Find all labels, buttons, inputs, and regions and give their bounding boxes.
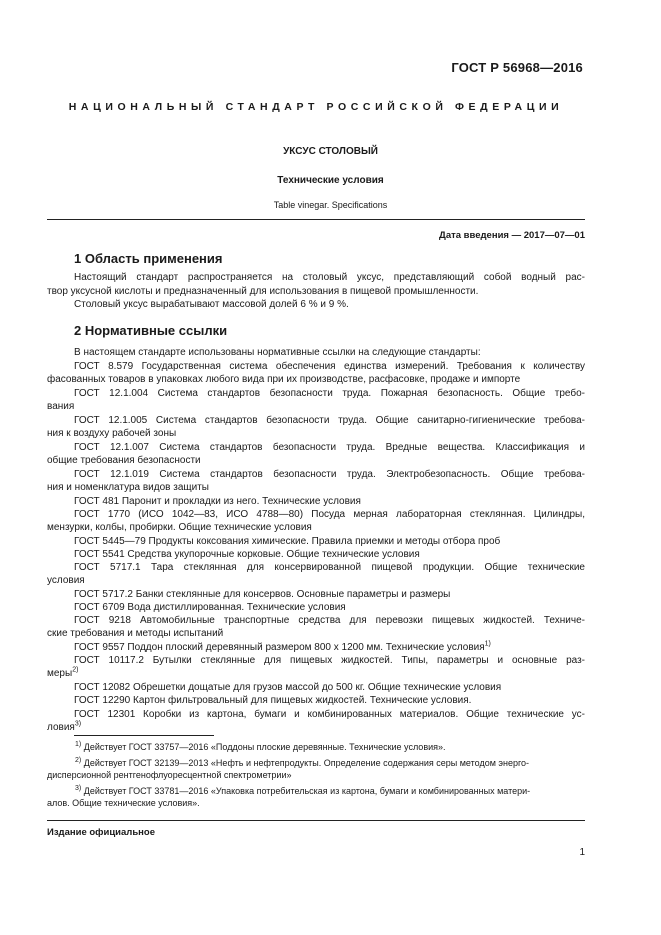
ref-line-cont — [47, 667, 78, 680]
ref-line-cont: ния и номенклатура видов защиты — [47, 482, 209, 493]
footnote-1 — [47, 741, 585, 753]
section-2-intro: В настоящем стандарте использованы нормативные ссылки на следующие стандарты: — [74, 347, 481, 358]
ref-line: ГОСТ 12.1.007 Система стандартов безопасности труда. Вредные вещества. Классификация и — [74, 442, 585, 453]
ref-line: ГОСТ 5717.2 Банки стеклянные для консервов. Основные параметры и размеры — [74, 589, 451, 600]
footnote-mark[interactable]: 2) — [72, 666, 79, 674]
ref-line: ГОСТ 12.1.019 Система стандартов безопасности труда. Электробезопасность. Общие требова- — [74, 469, 585, 480]
ref-line-cont: мензурки, колбы, пробирки. Общие технические условия — [47, 522, 312, 533]
footnote-3 — [47, 785, 585, 809]
footnote-divider — [74, 735, 214, 736]
footnote-mark: 3) — [75, 785, 82, 792]
ref-line — [74, 641, 585, 654]
official-edition-label: Издание официальное — [47, 827, 155, 838]
ref-line-cont: фасованных товаров в упаковках любого вида при их производстве, расфасовке, продаже и импорте — [47, 374, 521, 385]
ref-line-cont: ские требования и методы испытаний — [47, 628, 224, 639]
ref-text: ловия — [47, 722, 75, 733]
ref-line: ГОСТ 12082 Обрешетки дощатые для грузов массой до 500 кг. Общие технические условия — [74, 682, 502, 693]
header-divider — [47, 219, 585, 220]
footnote-mark: 2) — [75, 757, 82, 764]
introduction-date: Дата введения — 2017—07—01 — [439, 230, 585, 241]
ref-line-cont: общие требования безопасности — [47, 455, 201, 466]
footnote-text-cont: дисперсионной рентгенофлуоресцентной спектрометрии» — [47, 770, 292, 780]
footnote-2 — [47, 757, 585, 781]
footnote-mark[interactable]: 1) — [484, 640, 491, 648]
section-1-p1-line1: Настоящий стандарт распространяется на столовый уксус, представляющий собой водный рас- — [74, 272, 585, 283]
ref-line: ГОСТ 12290 Картон фильтровальный для пищевых жидкостей. Технические условия. — [74, 695, 472, 706]
footnote-text-cont: алов. Общие технические условия». — [47, 798, 200, 808]
ref-line: ГОСТ 481 Паронит и прокладки из него. Технические условия — [74, 496, 361, 507]
section-1-p2: Столовый уксус вырабатывают массовой долей 6 % и 9 %. — [74, 299, 349, 310]
ref-line: ГОСТ 12.1.004 Система стандартов безопасности труда. Пожарная безопасность. Общие требо- — [74, 388, 585, 399]
ref-line-cont: условия — [47, 575, 85, 586]
ref-line-cont: вания — [47, 401, 75, 412]
ref-line: ГОСТ 5717.1 Тара стеклянная для консервированной пищевой продукции. Общие технические — [74, 562, 585, 573]
footnote-mark[interactable]: 3) — [74, 720, 82, 728]
national-standard-banner: НАЦИОНАЛЬНЫЙ СТАНДАРТ РОССИЙСКОЙ ФЕДЕРАЦИИ — [68, 101, 564, 113]
page-number: 1 — [579, 847, 585, 858]
ref-line: ГОСТ 5541 Средства укупорочные корковые. Общие технические условия — [74, 549, 420, 560]
ref-line: ГОСТ 12.1.005 Система стандартов безопасности труда. Общие санитарно-гигиенические требова- — [74, 415, 585, 426]
document-subtitle: Технические условия — [277, 175, 384, 186]
ref-line: ГОСТ 10117.2 Бутылки стеклянные для пищевых жидкостей. Типы, параметры и основные раз- — [74, 655, 585, 666]
footer-divider — [47, 820, 585, 821]
ref-text: ГОСТ 9557 Поддон плоский деревянный размером 800 х 1200 мм. Технические условия — [74, 642, 485, 653]
ref-line-cont — [47, 721, 81, 734]
section-1-p1-line2: твор уксусной кислоты и предназначенный для использования в пищевой промышленности. — [47, 286, 479, 297]
ref-text: меры — [47, 668, 73, 679]
english-title: Table vinegar. Specifications — [273, 200, 388, 210]
footnote-mark: 1) — [75, 741, 82, 748]
ref-line: ГОСТ 9218 Автомобильные транспортные средства для перевозки пищевых жидкостей. Техниче- — [74, 615, 585, 626]
ref-line: ГОСТ 6709 Вода дистиллированная. Технические условия — [74, 602, 346, 613]
footnote-text: Действует ГОСТ 33781—2016 «Упаковка потребительская из картона, бумаги и комбинированных матери- — [83, 786, 531, 796]
ref-line: ГОСТ 5445—79 Продукты коксования химические. Правила приемки и методы отбора проб — [74, 536, 501, 547]
ref-line: ГОСТ 1770 (ИСО 1042—83, ИСО 4788—80) Посуда мерная лабораторная стеклянная. Цилиндры, — [74, 509, 585, 520]
footnote-text: Действует ГОСТ 33757—2016 «Поддоны плоские деревянные. Технические условия». — [83, 742, 446, 752]
ref-line-cont: ния к воздуху рабочей зоны — [47, 428, 177, 439]
gost-code: ГОСТ Р 56968—2016 — [451, 60, 583, 75]
ref-line: ГОСТ 12301 Коробки из картона, бумаги и комбинированных материалов. Общие технические ус- — [74, 709, 585, 720]
section-1-heading: 1 Область применения — [74, 251, 223, 266]
document-title: УКСУС СТОЛОВЫЙ — [283, 146, 378, 157]
ref-line: ГОСТ 8.579 Государственная система обеспечения единства измерений. Требования к количеству — [74, 361, 585, 372]
footnote-text: Действует ГОСТ 32139—2013 «Нефть и нефтепродукты. Определение содержания серы методом энерго- — [83, 758, 530, 768]
section-2-heading: 2 Нормативные ссылки — [74, 323, 228, 338]
